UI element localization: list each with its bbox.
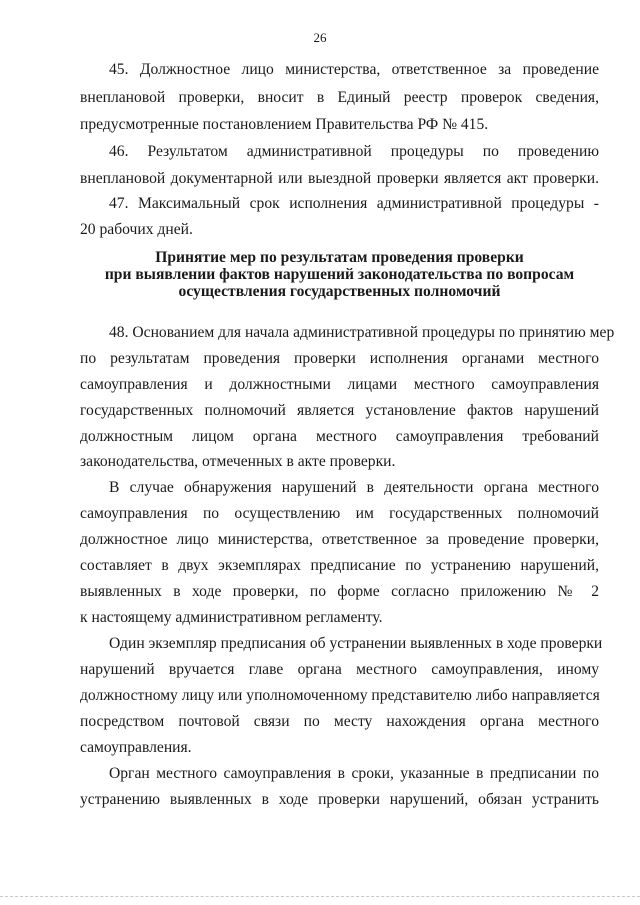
page-number: 26 [313, 30, 327, 45]
text-line: по результатам проведения проверки исполнения органами местного [80, 350, 599, 367]
text-line: внеплановой проверки, вносит в Единый реестр проверок сведения, [80, 89, 599, 106]
text-line: должностное лицо министерства, ответственное за проведение проверки, [80, 531, 599, 548]
section-heading-line: при выявлении фактов нарушений законодательства по вопросам [104, 266, 575, 283]
text-line: Один экземпляр предписания об устранении выявленных в ходе проверки [109, 635, 603, 652]
text-line: 20 рабочих дней. [80, 221, 193, 238]
text-line: Орган местного самоуправления в сроки, указанные в предписании по [109, 765, 599, 782]
text-line: самоуправления. [80, 739, 192, 756]
text-line: 46. Результатом административной процедуры по проведению [109, 143, 599, 160]
text-line: устранению выявленных в ходе проверки нарушений, обязан устранить [80, 791, 599, 808]
text-line: самоуправления и должностными лицами местного самоуправления [80, 376, 599, 393]
text-line: государственных полномочий является установление фактов нарушений [80, 402, 599, 419]
text-line: должностным лицом органа местного самоуправления требований [80, 428, 599, 445]
text-line: нарушений вручается главе органа местного самоуправления, иному [80, 661, 599, 678]
text-line: законодательства, отмеченных в акте проверки. [80, 453, 396, 470]
text-line: выявленных в ходе проверки, по форме согласно приложению № 2 [80, 583, 599, 600]
text-line: составляет в двух экземплярах предписание по устранению нарушений, [80, 557, 599, 574]
text-line: внеплановой документарной или выездной проверки является акт проверки. [80, 170, 599, 187]
scan-edge-line [0, 896, 640, 897]
text-line: посредством почтовой связи по месту нахождения органа местного [80, 713, 599, 730]
text-line: к настоящему административном регламенту. [80, 609, 383, 626]
text-line: должностному лицу или уполномоченному представителю либо направляется [80, 687, 600, 704]
text-line: самоуправления по осуществлению им государственных полномочий [80, 505, 599, 522]
text-line: 45. Должностное лицо министерства, ответственное за проведение [109, 61, 599, 78]
section-heading-line: осуществления государственных полномочий [178, 283, 501, 300]
text-line: 47. Максимальный срок исполнения административной процедуры - [109, 195, 599, 212]
text-line: В случае обнаружения нарушений в деятельности органа местного [109, 479, 599, 496]
section-heading-line: Принятие мер по результатам проведения проверки [155, 249, 524, 266]
text-line: предусмотренные постановлением Правительства РФ № 415. [80, 116, 489, 133]
text-line: 48. Основанием для начала административной процедуры по принятию мер [109, 324, 615, 341]
